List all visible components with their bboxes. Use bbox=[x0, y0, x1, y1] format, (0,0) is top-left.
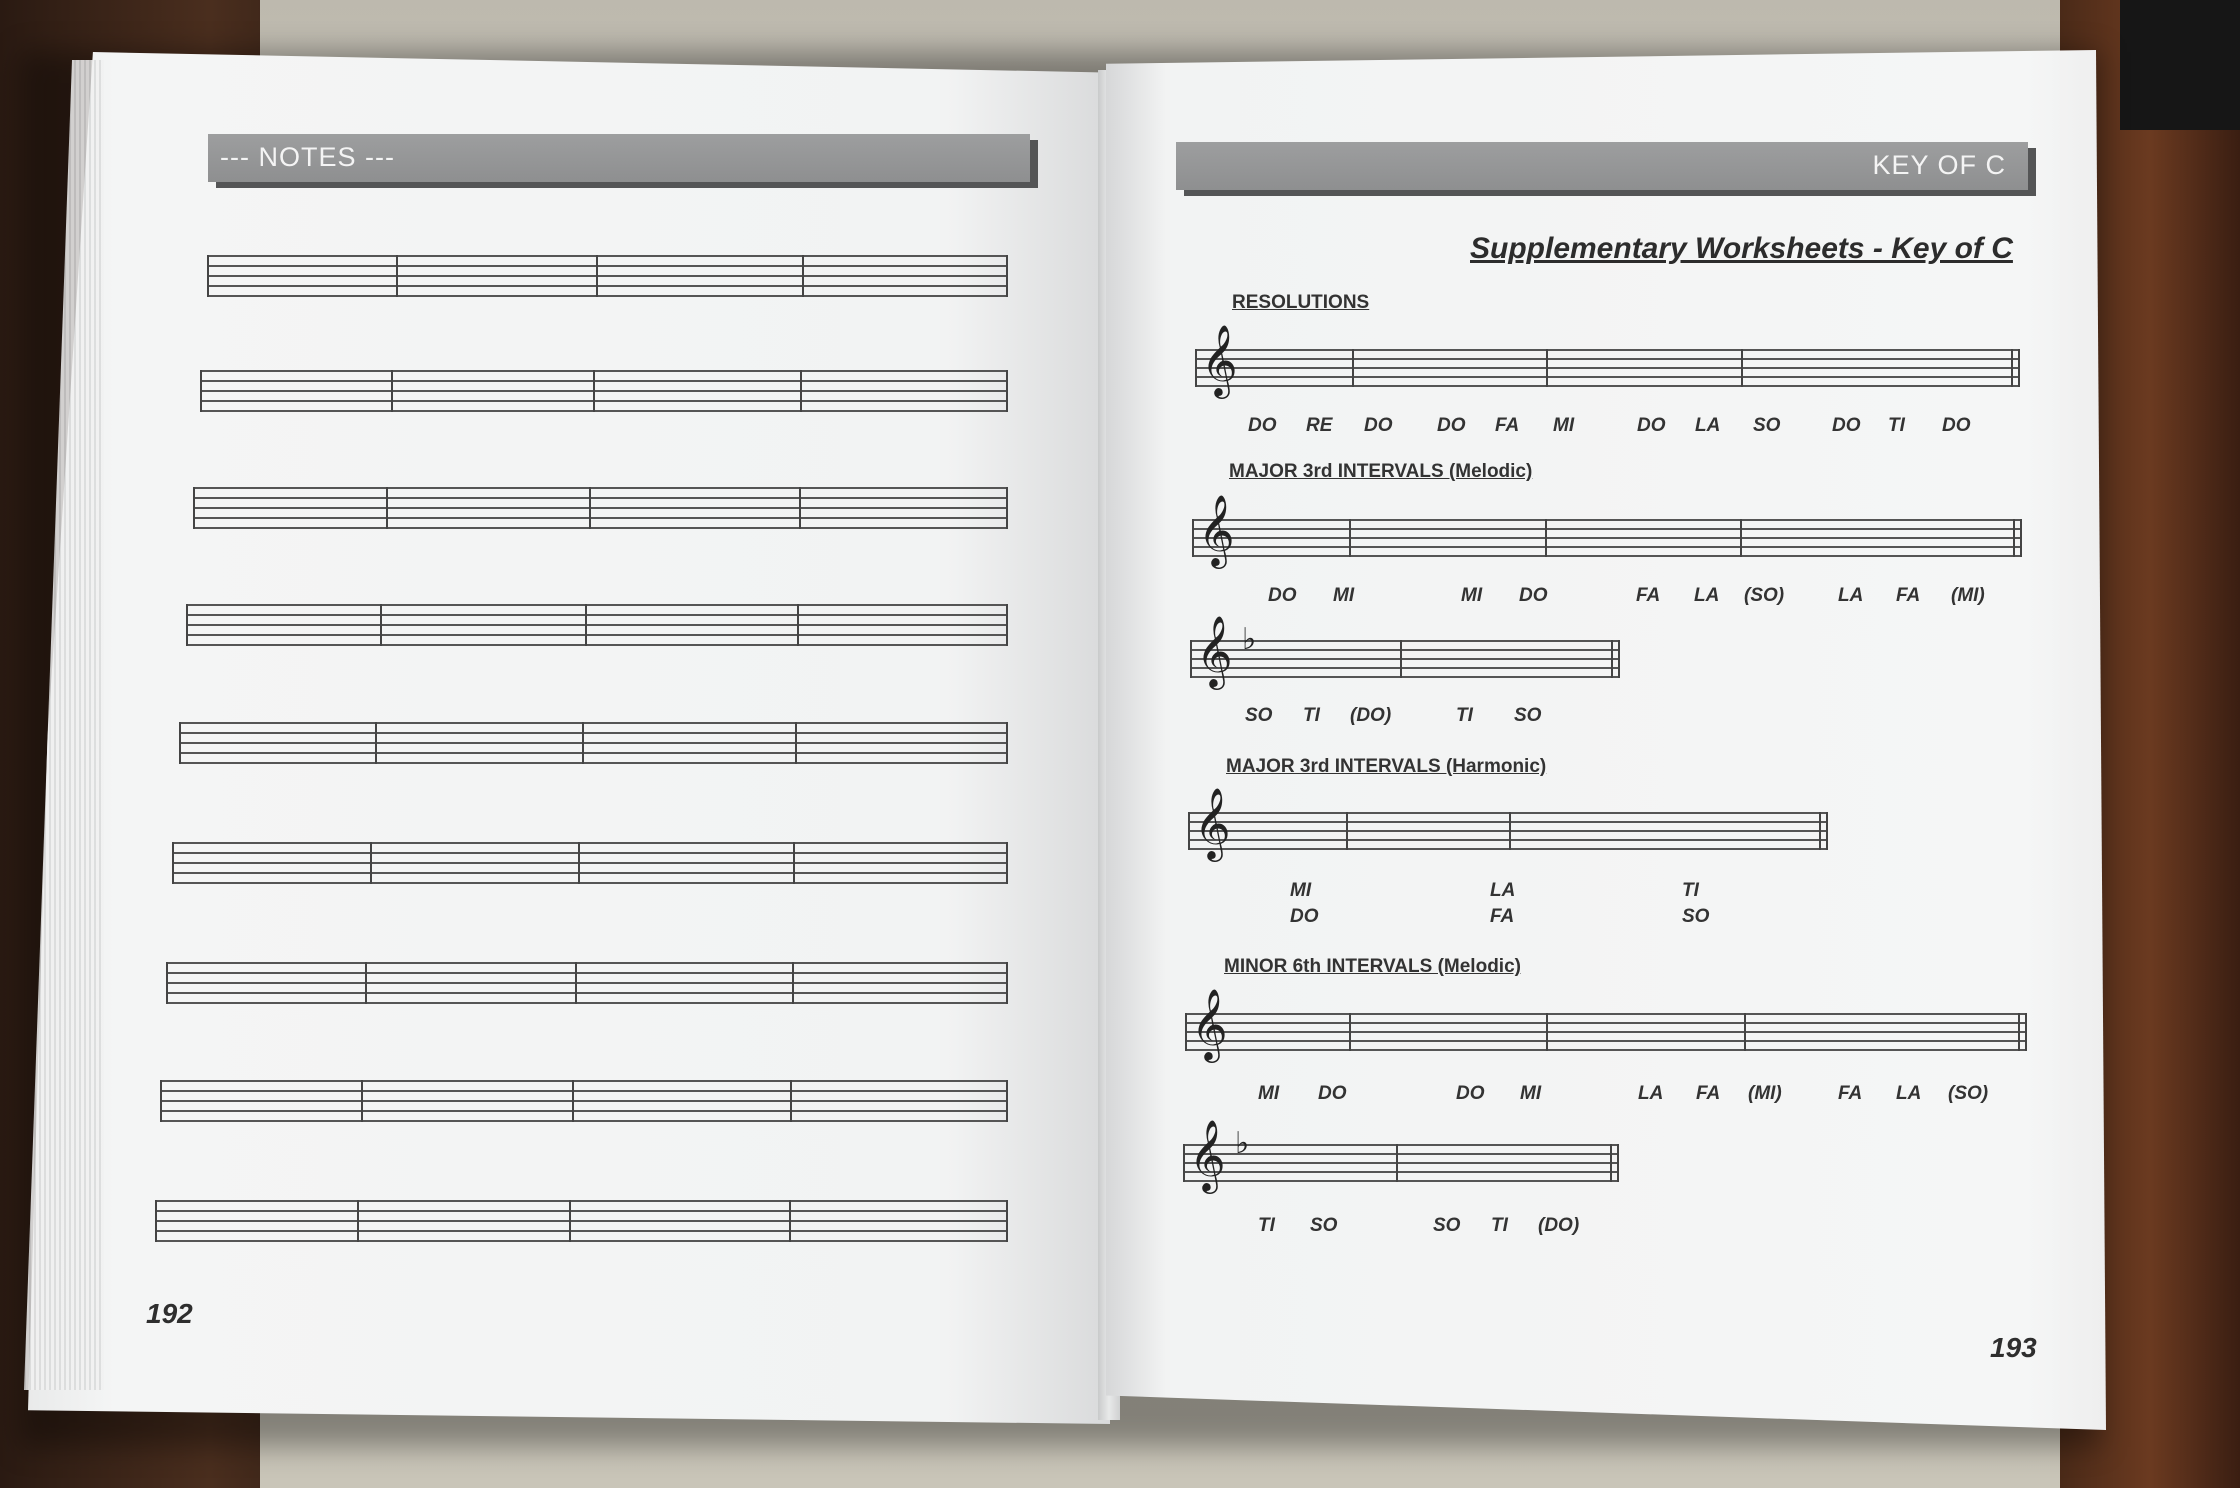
barline bbox=[1006, 722, 1008, 764]
barline bbox=[2013, 519, 2015, 557]
staff-line bbox=[1185, 1013, 2027, 1015]
solfege-syllable: SO bbox=[1682, 906, 1710, 927]
music-staff bbox=[1185, 1013, 2027, 1051]
barline bbox=[207, 255, 209, 297]
staff-line bbox=[166, 972, 1008, 974]
staff-line bbox=[1195, 367, 2020, 369]
barline bbox=[179, 722, 181, 764]
barline bbox=[1185, 1013, 1187, 1051]
solfege-syllable: (SO) bbox=[1744, 585, 1785, 606]
staff-line bbox=[186, 614, 1008, 616]
barline bbox=[1617, 1144, 1619, 1182]
staff-line bbox=[160, 1110, 1008, 1112]
music-staff bbox=[1192, 519, 2022, 557]
staff-line bbox=[193, 517, 1008, 519]
blank-staff bbox=[166, 962, 1008, 1004]
staff-line bbox=[200, 410, 1008, 412]
staff-line bbox=[193, 497, 1008, 499]
treble-clef-icon: 𝄞 bbox=[1196, 614, 1233, 687]
staff-line bbox=[179, 742, 1008, 744]
staff-line bbox=[172, 842, 1008, 844]
staff-line bbox=[172, 872, 1008, 874]
barline bbox=[1183, 1144, 1185, 1182]
solfege-syllable: TI bbox=[1682, 880, 1699, 901]
treble-clef-icon: 𝄞 bbox=[1191, 987, 1228, 1060]
staff-line bbox=[1190, 676, 1620, 678]
barline bbox=[1400, 640, 1402, 678]
barline bbox=[582, 722, 584, 764]
barline bbox=[361, 1080, 363, 1122]
staff-line bbox=[186, 644, 1008, 646]
blank-staff bbox=[160, 1080, 1008, 1122]
solfege-syllable: (MI) bbox=[1748, 1083, 1782, 1104]
staff-line bbox=[200, 370, 1008, 372]
solfege-syllable: FA bbox=[1696, 1083, 1721, 1104]
barline bbox=[386, 487, 388, 529]
barline bbox=[802, 255, 804, 297]
solfege-syllable: DO bbox=[1832, 415, 1861, 436]
right-page-number: 193 bbox=[1990, 1332, 2037, 1363]
key-header-title: KEY OF C bbox=[1872, 150, 2006, 180]
barline bbox=[793, 842, 795, 884]
barline bbox=[1190, 640, 1192, 678]
barline bbox=[172, 842, 174, 884]
barline bbox=[357, 1200, 359, 1242]
barline bbox=[2020, 519, 2022, 557]
staff-line bbox=[179, 722, 1008, 724]
solfege-syllable: (DO) bbox=[1350, 705, 1392, 726]
barline bbox=[155, 1200, 157, 1242]
barline bbox=[396, 255, 398, 297]
solfege-syllable: LA bbox=[1694, 585, 1720, 606]
staff-line bbox=[155, 1210, 1008, 1212]
staff-line bbox=[166, 992, 1008, 994]
staff-line bbox=[155, 1200, 1008, 1202]
barline bbox=[1006, 604, 1008, 646]
staff-line bbox=[1195, 358, 2020, 360]
solfege-syllable: SO bbox=[1433, 1215, 1461, 1236]
staff-line bbox=[179, 752, 1008, 754]
barline bbox=[1006, 842, 1008, 884]
notes-header-title: --- NOTES --- bbox=[220, 142, 395, 172]
staff-line bbox=[193, 507, 1008, 509]
staff-line bbox=[207, 275, 1008, 277]
solfege-syllable: TI bbox=[1456, 705, 1473, 726]
barline bbox=[575, 962, 577, 1004]
barline bbox=[799, 487, 801, 529]
blank-staff bbox=[207, 255, 1008, 297]
barline bbox=[1740, 519, 1742, 557]
barline bbox=[2018, 1013, 2020, 1051]
barline bbox=[1006, 370, 1008, 412]
staff-line bbox=[1192, 546, 2022, 548]
solfege-syllable: MI bbox=[1520, 1083, 1542, 1104]
solfege-syllable: DO bbox=[1290, 906, 1319, 927]
treble-clef-icon: 𝄞 bbox=[1198, 493, 1235, 566]
staff-line bbox=[1195, 385, 2020, 387]
solfege-syllable: SO bbox=[1753, 415, 1781, 436]
treble-clef-icon: 𝄞 bbox=[1194, 786, 1231, 859]
staff-line bbox=[1195, 376, 2020, 378]
staff-line bbox=[207, 255, 1008, 257]
barline bbox=[1611, 640, 1613, 678]
staff-line bbox=[166, 982, 1008, 984]
staff-line bbox=[172, 882, 1008, 884]
solfege-syllable: TI bbox=[1258, 1215, 1275, 1236]
staff-line bbox=[172, 852, 1008, 854]
barline bbox=[186, 604, 188, 646]
solfege-syllable: DO bbox=[1268, 585, 1297, 606]
barline bbox=[1396, 1144, 1398, 1182]
barline bbox=[1006, 487, 1008, 529]
staff-line bbox=[1183, 1171, 1619, 1173]
barline bbox=[2025, 1013, 2027, 1051]
solfege-syllable: TI bbox=[1303, 705, 1320, 726]
barline bbox=[1006, 1080, 1008, 1122]
notes-header-bar bbox=[208, 134, 1030, 182]
staff-line bbox=[1185, 1040, 2027, 1042]
solfege-syllable: DO bbox=[1318, 1083, 1347, 1104]
solfege-syllable: FA bbox=[1490, 906, 1515, 927]
solfege-syllable: (DO) bbox=[1538, 1215, 1580, 1236]
barline bbox=[380, 604, 382, 646]
staff-line bbox=[160, 1120, 1008, 1122]
staff-line bbox=[155, 1240, 1008, 1242]
barline bbox=[1006, 255, 1008, 297]
staff-line bbox=[166, 1002, 1008, 1004]
staff-line bbox=[1183, 1162, 1619, 1164]
barline bbox=[1195, 349, 1197, 387]
staff-line bbox=[193, 487, 1008, 489]
solfege-syllable: DO bbox=[1364, 415, 1393, 436]
staff-line bbox=[193, 527, 1008, 529]
staff-line bbox=[160, 1100, 1008, 1102]
barline bbox=[1826, 812, 1828, 850]
barline bbox=[365, 962, 367, 1004]
barline bbox=[375, 722, 377, 764]
staff-line bbox=[186, 604, 1008, 606]
staff-line bbox=[186, 634, 1008, 636]
barline bbox=[1546, 1013, 1548, 1051]
barline bbox=[193, 487, 195, 529]
key-header-bar bbox=[1176, 142, 2028, 190]
staff-line bbox=[1192, 555, 2022, 557]
barline bbox=[1346, 812, 1348, 850]
staff-line bbox=[1185, 1049, 2027, 1051]
barline bbox=[391, 370, 393, 412]
left-page-number: 192 bbox=[146, 1298, 193, 1329]
staff-line bbox=[166, 962, 1008, 964]
solfege-syllable: FA bbox=[1495, 415, 1520, 436]
blank-staff bbox=[155, 1200, 1008, 1242]
staff-line bbox=[200, 400, 1008, 402]
solfege-syllable: (MI) bbox=[1951, 585, 1985, 606]
solfege-syllable: TI bbox=[1888, 415, 1905, 436]
blank-staff bbox=[200, 370, 1008, 412]
solfege-syllable: FA bbox=[1636, 585, 1661, 606]
staff-line bbox=[1195, 349, 2020, 351]
barline bbox=[1188, 812, 1190, 850]
treble-clef-icon: 𝄞 bbox=[1189, 1118, 1226, 1191]
solfege-syllable: SO bbox=[1514, 705, 1542, 726]
solfege-syllable: SO bbox=[1245, 705, 1273, 726]
barline bbox=[160, 1080, 162, 1122]
barline bbox=[585, 604, 587, 646]
barline bbox=[1509, 812, 1511, 850]
solfege-syllable: DO bbox=[1519, 585, 1548, 606]
staff-line bbox=[186, 624, 1008, 626]
barline bbox=[1819, 812, 1821, 850]
section-title: MAJOR 3rd INTERVALS (Melodic) bbox=[1229, 461, 1533, 482]
solfege-syllable: FA bbox=[1838, 1083, 1863, 1104]
barline bbox=[1618, 640, 1620, 678]
barline bbox=[1741, 349, 1743, 387]
barline bbox=[596, 255, 598, 297]
barline bbox=[569, 1200, 571, 1242]
barline bbox=[572, 1080, 574, 1122]
barline bbox=[797, 604, 799, 646]
staff-line bbox=[207, 285, 1008, 287]
staff-line bbox=[179, 762, 1008, 764]
barline bbox=[790, 1080, 792, 1122]
solfege-syllable: FA bbox=[1896, 585, 1921, 606]
staff-line bbox=[207, 265, 1008, 267]
staff-line bbox=[1192, 537, 2022, 539]
blank-staff bbox=[193, 487, 1008, 529]
barline bbox=[370, 842, 372, 884]
solfege-syllable: DO bbox=[1248, 415, 1277, 436]
section-title: RESOLUTIONS bbox=[1232, 292, 1370, 313]
flat-sign-icon: ♭ bbox=[1235, 1126, 1250, 1161]
staff-line bbox=[155, 1230, 1008, 1232]
staff-line bbox=[1192, 528, 2022, 530]
barline bbox=[1610, 1144, 1612, 1182]
barline bbox=[800, 370, 802, 412]
barline bbox=[2011, 349, 2013, 387]
barline bbox=[2018, 349, 2020, 387]
barline bbox=[578, 842, 580, 884]
staff-line bbox=[172, 862, 1008, 864]
barline bbox=[166, 962, 168, 1004]
staff-line bbox=[1190, 658, 1620, 660]
barline bbox=[1546, 349, 1548, 387]
barline bbox=[792, 962, 794, 1004]
solfege-syllable: LA bbox=[1896, 1083, 1922, 1104]
background-dark-object bbox=[2120, 0, 2240, 130]
staff-line bbox=[160, 1090, 1008, 1092]
barline bbox=[589, 487, 591, 529]
solfege-syllable: MI bbox=[1333, 585, 1355, 606]
staff-line bbox=[1190, 667, 1620, 669]
barline bbox=[795, 722, 797, 764]
solfege-syllable: MI bbox=[1553, 415, 1575, 436]
staff-line bbox=[1185, 1031, 2027, 1033]
barline bbox=[1352, 349, 1354, 387]
blank-staff bbox=[172, 842, 1008, 884]
solfege-syllable: LA bbox=[1838, 585, 1864, 606]
staff-line bbox=[179, 732, 1008, 734]
staff-line bbox=[200, 390, 1008, 392]
barline bbox=[1349, 1013, 1351, 1051]
solfege-syllable: DO bbox=[1942, 415, 1971, 436]
solfege-syllable: DO bbox=[1456, 1083, 1485, 1104]
flat-sign-icon: ♭ bbox=[1242, 622, 1257, 657]
staff-line bbox=[207, 295, 1008, 297]
music-staff bbox=[1188, 812, 1828, 850]
barline bbox=[200, 370, 202, 412]
solfege-syllable: DO bbox=[1437, 415, 1466, 436]
staff-line bbox=[155, 1220, 1008, 1222]
solfege-syllable: DO bbox=[1637, 415, 1666, 436]
section-title: MAJOR 3rd INTERVALS (Harmonic) bbox=[1226, 756, 1547, 777]
barline bbox=[1349, 519, 1351, 557]
barline bbox=[789, 1200, 791, 1242]
solfege-syllable: (SO) bbox=[1948, 1083, 1989, 1104]
worksheet-title: Supplementary Worksheets - Key of C bbox=[1470, 232, 2013, 265]
treble-clef-icon: 𝄞 bbox=[1201, 323, 1238, 396]
solfege-syllable: MI bbox=[1290, 880, 1312, 901]
barline bbox=[593, 370, 595, 412]
solfege-syllable: LA bbox=[1638, 1083, 1664, 1104]
staff-line bbox=[200, 380, 1008, 382]
blank-staff bbox=[186, 604, 1008, 646]
section-title: MINOR 6th INTERVALS (Melodic) bbox=[1224, 956, 1521, 977]
staff-line bbox=[1185, 1022, 2027, 1024]
solfege-syllable: MI bbox=[1258, 1083, 1280, 1104]
solfege-syllable: LA bbox=[1490, 880, 1516, 901]
staff-line bbox=[1192, 519, 2022, 521]
staff-line bbox=[160, 1080, 1008, 1082]
barline bbox=[1192, 519, 1194, 557]
solfege-syllable: LA bbox=[1695, 415, 1721, 436]
barline bbox=[1006, 1200, 1008, 1242]
staff-line bbox=[1183, 1180, 1619, 1182]
blank-staff bbox=[179, 722, 1008, 764]
barline bbox=[1744, 1013, 1746, 1051]
barline bbox=[1006, 962, 1008, 1004]
music-staff bbox=[1195, 349, 2020, 387]
solfege-syllable: TI bbox=[1491, 1215, 1508, 1236]
solfege-syllable: MI bbox=[1461, 585, 1483, 606]
barline bbox=[1545, 519, 1547, 557]
solfege-syllable: RE bbox=[1306, 415, 1333, 436]
solfege-syllable: SO bbox=[1310, 1215, 1338, 1236]
